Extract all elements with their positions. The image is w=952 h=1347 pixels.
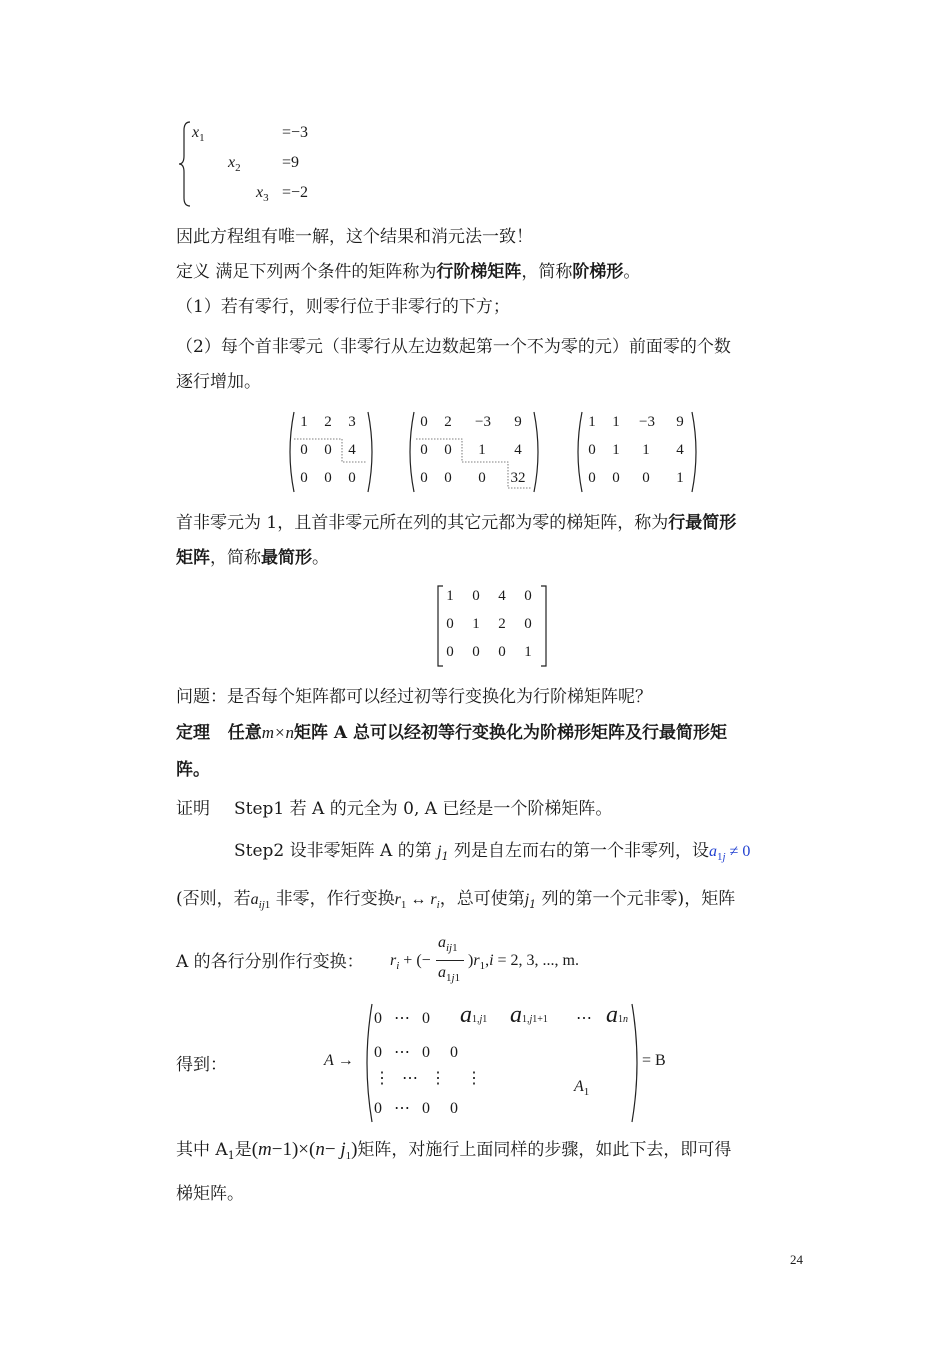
- theorem-label: 定理: [176, 723, 210, 743]
- transform-range: = 2, 3, ..., m.: [497, 952, 579, 969]
- term-matrix: 矩阵: [176, 548, 210, 568]
- example-matrix-3: [574, 410, 700, 494]
- matrix-3-cell: 0: [642, 470, 650, 486]
- step2-text-b: 列是自左而右的第一个非零列，设: [454, 841, 709, 861]
- row-transform-formula: $r_i$ + (− $a_{ij1}$ $a_{1j1}$ )$r_1,i = 2$, 3, ..., m.: [390, 934, 579, 984]
- var-x3: x: [256, 184, 264, 201]
- matrix-2-cell: 0: [420, 470, 428, 486]
- var-x1-sub: 1: [199, 132, 205, 144]
- final-line1: 其中 $A_1$是$(m-1)\times(n- j_1)$矩阵，对施行上面同样的步骤，如此下去，即可得: [176, 1139, 732, 1162]
- example-matrix-1: [286, 410, 376, 494]
- matrix-1-cell: 0: [348, 470, 356, 486]
- matrix-3-cell: −3: [639, 414, 655, 430]
- var-x2-sub: 2: [235, 162, 241, 174]
- step2-text-a: Step2 设非零矩阵 A 的第: [234, 841, 432, 861]
- condition-1: （1）若有零行，则零行位于非零行的下方；: [176, 297, 510, 317]
- matrix-3-cell: 0: [588, 470, 596, 486]
- matrix-3-cell: 1: [612, 442, 620, 458]
- matrix-2-cell: 2: [444, 414, 452, 430]
- matrix-1-cell: 0: [300, 470, 308, 486]
- matrix-2-cell: 0: [444, 470, 452, 486]
- proof-transform-text: A 的各行分别作行变换：: [176, 952, 364, 972]
- rref-cell: 0: [498, 644, 506, 660]
- matrix-3-cell: 1: [612, 414, 620, 430]
- matrix-2-cell: 4: [514, 442, 522, 458]
- page-number: 24: [790, 1252, 803, 1267]
- step2-j: j: [437, 843, 442, 860]
- step2-j-sub: 1: [441, 850, 449, 863]
- else-text-d: 列的第一个元非零)，矩阵: [541, 889, 736, 909]
- matrix-2-cell: 9: [514, 414, 522, 430]
- var-x2: x: [228, 154, 236, 171]
- rref-cell: 1: [524, 644, 532, 660]
- rref-cell: 4: [498, 588, 506, 604]
- matrix-3-cell: 0: [612, 470, 620, 486]
- matrix-1-cell: 3: [348, 414, 356, 430]
- matrix-2-cell: −3: [475, 414, 491, 430]
- rref-cell: 0: [524, 616, 532, 632]
- matrix-3-cell: 9: [676, 414, 684, 430]
- theorem-mn: m×n: [261, 723, 295, 742]
- theorem-line2: 阵。: [176, 760, 210, 780]
- rref-cell: 0: [446, 644, 454, 660]
- theorem-line1: [176, 723, 727, 743]
- matrix-2-cell: 0: [420, 414, 428, 430]
- matrix-2-cell: 0: [444, 442, 452, 458]
- matrix-1-cell: 2: [324, 414, 332, 430]
- block-matrix: A → 0 ⋯ 0 a1,j1 a1,j1+1 ⋯ a1n 0 ⋯ 0 0 ⋮ ⋯ ⋮ ⋮ $A_1$ 0 ⋯ 0 0 = B: [324, 1002, 684, 1124]
- simplest-mid: ，简称: [210, 548, 261, 568]
- rref-cell: 0: [446, 616, 454, 632]
- value-x3: =−2: [282, 184, 309, 201]
- else-swap: ↔: [410, 891, 427, 908]
- proof-got: 得到：: [176, 1055, 227, 1075]
- final-sub: 1: [227, 1149, 235, 1162]
- proof-step2: Step2 设非零矩阵 A 的第 $j_1$ 列是自左而右的第一个非零列，设$a_{1j} \ne 0$: [234, 841, 751, 863]
- rref-cell: 1: [446, 588, 454, 604]
- term-simplest: 最简形: [261, 548, 312, 568]
- value-x2: =9: [282, 154, 300, 171]
- final-text-c: 矩阵，对施行上面同样的步骤，如此下去，即可得: [357, 1140, 732, 1160]
- condition-2-line2: 逐行增加。: [176, 372, 261, 392]
- condition-2-line1: （2）每个首非零元（非零行从左边数起第一个不为零的元）前面零的个数: [176, 337, 731, 357]
- matrix-1-cell: 0: [300, 442, 308, 458]
- matrix-3-cell: 1: [642, 442, 650, 458]
- final-line2: 梯矩阵。: [176, 1184, 244, 1204]
- matrix-1-cell: 1: [300, 414, 308, 430]
- example-matrix-2: [406, 410, 542, 494]
- simplest-text: 首非零元为 1，且首非零元所在列的其它元都为零的梯矩阵，称为: [176, 513, 669, 533]
- theorem-text-a: 任意: [227, 723, 262, 743]
- rref-cell: 0: [472, 644, 480, 660]
- matrix-1-cell: 0: [324, 470, 332, 486]
- proof-label: 证明: [176, 799, 210, 819]
- definition-echelon: [176, 262, 640, 282]
- matrix-1-cell: 0: [324, 442, 332, 458]
- rref-cell: 2: [498, 616, 506, 632]
- block-result: = B: [642, 1052, 666, 1069]
- matrix-2-cell: 1: [478, 442, 486, 458]
- block-a1-sub: 1: [583, 1086, 590, 1098]
- else-text-c: ，总可使第: [439, 889, 525, 909]
- equation-system: [176, 118, 336, 210]
- definition-end: 。: [623, 262, 641, 282]
- proof-step1: Step1 若 A 的元全为 0, A 已经是一个阶梯矩阵。: [234, 799, 613, 819]
- definition-mid: ，简称: [521, 262, 573, 282]
- simplest-line2: [176, 548, 329, 568]
- question: 问题：是否每个矩阵都可以经过初等行变换化为行阶梯矩阵呢？: [176, 687, 652, 707]
- matrix-2-cell: 0: [420, 442, 428, 458]
- simplest-line1: [176, 513, 736, 533]
- matrix-1-cell: 4: [348, 442, 356, 458]
- proof-else: (否则，若$a_{ij1}$ 非零，作行变换$r_1$ ↔ $r_i$，总可使第$j_1$ 列的第一个元非零)，矩阵: [176, 889, 736, 911]
- step2-cond: ≠ 0: [729, 843, 751, 860]
- rref-matrix: [436, 584, 548, 668]
- rref-cell: 1: [472, 616, 480, 632]
- term-rref: 行最简形: [668, 513, 737, 533]
- theorem-text-b: 矩阵 A 总可以经初等行变换化为阶梯形矩阵及行最简形矩: [294, 723, 728, 743]
- else-text-a: (否则，若: [176, 889, 251, 909]
- simplest-end: 。: [312, 548, 329, 568]
- block-a1: A: [574, 1078, 584, 1095]
- matrix-3-cell: 0: [588, 442, 596, 458]
- term-row-echelon: 行阶梯矩阵: [436, 262, 522, 282]
- matrix-2-cell: 32: [510, 470, 526, 486]
- var-x3-sub: 3: [263, 192, 269, 204]
- final-text-a: 其中 A: [176, 1140, 228, 1160]
- matrix-2-cell: 0: [478, 470, 486, 486]
- term-echelon: 阶梯形: [572, 262, 624, 282]
- rref-cell: 0: [472, 588, 480, 604]
- rref-cell: 0: [524, 588, 532, 604]
- else-text-b: 非零，作行变换: [275, 889, 395, 909]
- final-text-b: 是: [234, 1140, 252, 1160]
- matrix-3-cell: 1: [588, 414, 596, 430]
- var-x1: x: [192, 124, 200, 141]
- value-x1: =−3: [282, 124, 309, 141]
- matrix-3-cell: 1: [676, 470, 684, 486]
- matrix-3-cell: 4: [676, 442, 684, 458]
- paragraph-unique-solution: 因此方程组有唯一解，这个结果和消元法一致！: [176, 227, 533, 247]
- definition-prefix: 定义 满足下列两个条件的矩阵称为: [176, 262, 437, 282]
